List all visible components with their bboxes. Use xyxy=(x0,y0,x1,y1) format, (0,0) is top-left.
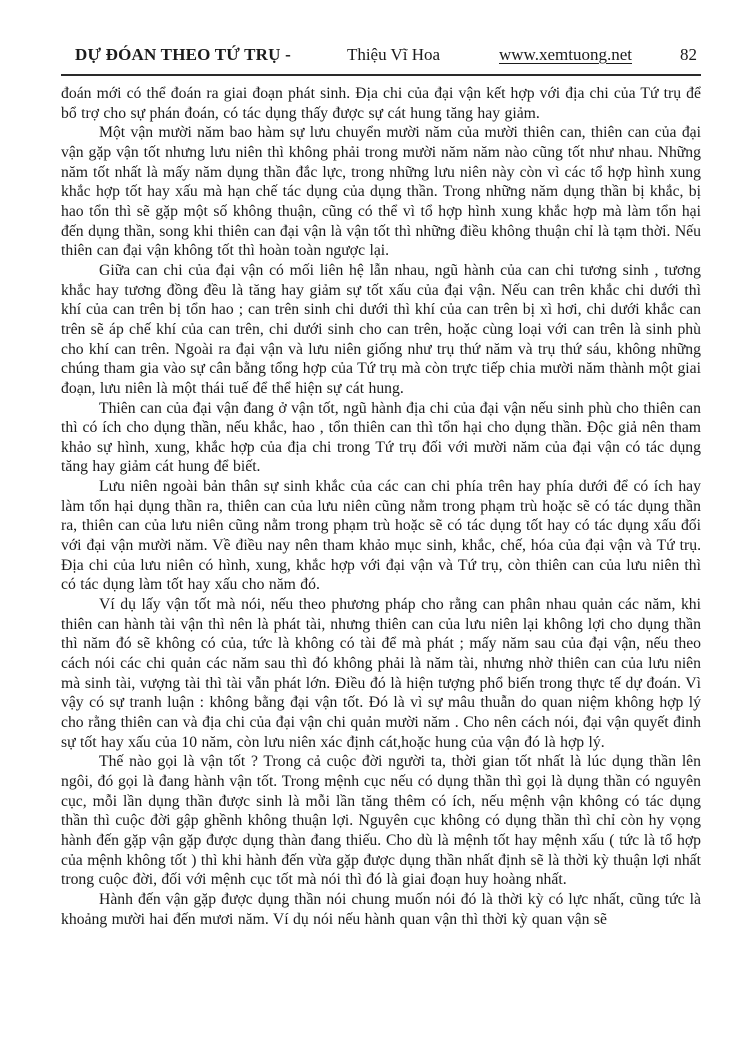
paragraph: Hành đến vận gặp được dụng thần nói chung muốn nói đó là thời kỳ có lực nhất, cũng tức là khoảng mười hai đến mươi năm. Ví dụ nói nếu hành quan vận thì thời kỳ quan vận sẽ xyxy=(61,890,701,928)
body-text xyxy=(61,84,701,929)
header-divider xyxy=(61,74,701,76)
paragraph: Giữa can chi của đại vận có mối liên hệ lẫn nhau, ngũ hành của can chi tương sinh , tương khắc hay tương đồng đều là tăng hay giảm sự tốt xấu của đại vận. Nếu can trên khắc chi dưới thì khí của can trên bị tổn hao ; can trên sinh chi dưới thì khí của can trên bị xì hơi, chi dưới khắc can trên sẽ áp chế khí của can trên, chi dưới sinh cho can trên, hoặc cùng loại với can trên là sinh phù cho khí can trên. Ngoài ra đại vận và lưu niên giống như trụ thứ năm và trụ thứ sáu, không những chúng tham gia vào sự cân bằng tổng hợp của Tứ trụ mà còn trực tiếp chia mười năm thành một giai đoạn, lưu niên là một thái tuế để thể hiện sự cát hung. xyxy=(61,261,701,397)
paragraph: đoán mới có thể đoán ra giai đoạn phát sinh. Địa chi của đại vận kết hợp với địa chi của Tứ trụ để bổ trợ cho sự phán đoán, có tác dụng thấy được sự cát hung tăng hay giảm. xyxy=(61,85,701,122)
author-name: Thiệu Vĩ Hoa xyxy=(346,45,441,64)
paragraph: Lưu niên ngoài bản thân sự sinh khắc của các can chi phía trên hay phía dưới để có ích hay làm tổn hại dụng thần ra, thiên can của lưu niên cũng nằm trong phạm trù hoặc sẽ có tác dụng thần ra, thiên can của lưu niên cũng nằm trong phạm trù hoặc sẽ có tác dụng tốt hay có tác dụng xấu đối với đại vận mười năm. Về điều nay nên tham khảo mục sinh, khắc, chế, hóa của đại vận và Tứ trụ. Địa chi của lưu niên có hình, xung, khắc hợp với đại vận và Tứ trụ, còn thiên can của lưu niên thì có tác dụng làm tốt hay xấu cho năm đó. xyxy=(61,478,701,594)
page-header xyxy=(61,0,701,65)
paragraph: Một vận mười năm bao hàm sự lưu chuyển mười năm của mười thiên can, thiên can của đại vận gặp vận tốt nhưng lưu niên thì không phải trong mười năm năm nào cũng tốt như nhau. Những năm tốt nhất là mấy năm dụng thần đắc lực, trong những lưu niên này còn vì các tổ hợp hình xung khắc hợp tốt hay xấu mà hạn chế tác dụng của dụng thần. Trong những năm dụng thần bị khắc, bị hao tổn thì sẽ gặp một số không thuận, cũng có thể vì tổ hợp hình xung khắc hợp mà làm tổn hại đến dụng thần, song khi thiên can đại vận là vận tốt thì những điều không thuận chỉ là tạm thời. Nếu thiên can đại vận không tốt thì hoàn toàn ngược lại. xyxy=(61,124,701,260)
paragraph: Thiên can của đại vận đang ở vận tốt, ngũ hành địa chi của đại vận nếu sinh phù cho thiên can thì có ích cho dụng thần, nếu khắc, hao , tổn thiên can thì tổn hại cho dụng thần. Độc giả nên tham khảo sự hình, xung, khắc hợp của địa chi trong Tứ trụ đối với mười năm của đại vận có tác dụng tăng hay giảm cát hung để biết. xyxy=(61,399,701,476)
paragraph: Ví dụ lấy vận tốt mà nói, nếu theo phương pháp cho rằng can phân nhau quản các năm, khi thiên can hành tài vận thì nên là phát tài, nhưng thiên can của lưu niên lại không lợi cho dụng thần thì năm đó sẽ không có của, tức là không có tài để mà phát ; mấy năm sau của đại vận, nếu theo cách nói các chi quản các năm sau thì đó không phải là năm tài, nhưng nhờ thiên can của lưu niên mà sinh tài, vượng tài thì tài vẫn phát lớn. Điều đó là hiện tượng phổ biến trong thực tế dự đoán. Vì vậy có sự tranh luận : không bằng đại vận tốt. Đó là vì sự mâu thuẫn do quan niệm không hợp lý cho rằng thiên can và địa chi của đại vận chi quản mười năm . Cho nên cách nói, đại vận quyết đinh sự tốt hay xấu của 10 năm, còn lưu niên xác định cát,hoặc hung của vận đó là hợp lý. xyxy=(61,596,701,751)
website-link[interactable]: www.xemtuong.net xyxy=(499,45,632,64)
page-number: 82 xyxy=(680,45,697,64)
content-column xyxy=(61,0,701,929)
book-title: DỰ ĐÓAN THEO TỨ TRỤ - xyxy=(75,45,291,64)
paragraph: Thế nào gọi là vận tốt ? Trong cả cuộc đời người ta, thời gian tốt nhất là lúc dụng thần lên ngôi, đó gọi là đang hành vận tốt. Trong mệnh cục nếu có dụng thần thì gọi là dụng thần có nguyên cục, mỗi lần dụng thần được sinh là mỗi lần tăng thêm có ích, nếu mệnh vận không có tác dụng thần thì cuộc đời gập ghềnh không thuận lợi. Nguyên cục không có dụng thần thì chỉ còn hy vọng hành đến gặp vận gặp được dụng thàn đang thiếu. Cho dù là mệnh tốt hay mệnh xấu ( tức là tổ hợp của mệnh không tốt ) thì khi hành đến vừa gặp được dụng thần nhất định sẽ là thời kỳ thuận lợi nhất trong cuộc đời, đối với mệnh cục tốt mà nói thì đó là giai đoạn huy hoàng nhất. xyxy=(61,753,701,889)
